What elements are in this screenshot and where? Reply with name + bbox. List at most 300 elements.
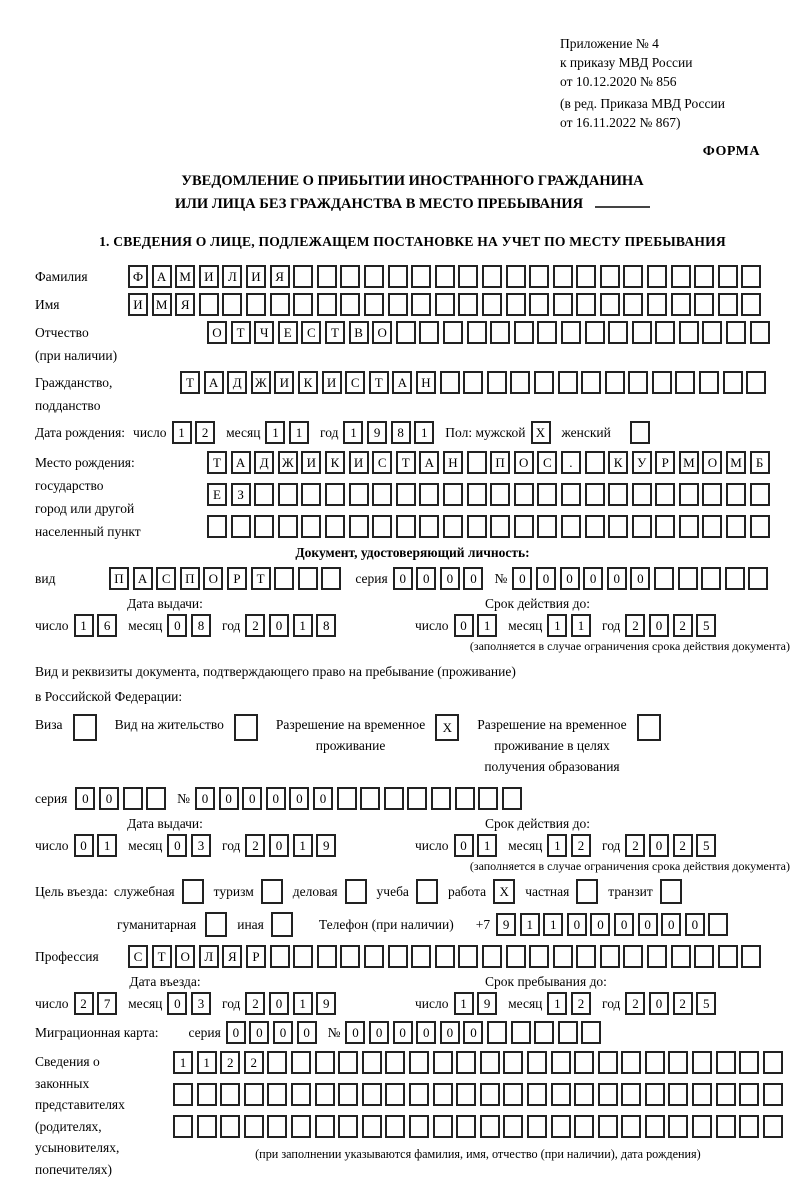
- char-box: [725, 567, 745, 590]
- char-box: 2: [245, 834, 265, 857]
- char-box: [487, 371, 507, 394]
- char-box: [632, 321, 652, 344]
- option-temp-residence-education: [477, 714, 660, 777]
- char-box: [480, 1051, 500, 1074]
- char-box: [534, 371, 554, 394]
- char-box: [632, 483, 652, 506]
- char-box: А: [152, 265, 172, 288]
- entry-dates-headers: [35, 973, 790, 991]
- birth-place-label-state: государство: [35, 474, 207, 497]
- birth-date-label: Дата рождения:: [35, 425, 125, 441]
- char-box: [372, 515, 392, 538]
- char-box: Т: [180, 371, 200, 394]
- char-box: [645, 1051, 665, 1074]
- char-box: [349, 483, 369, 506]
- char-box: Т: [207, 451, 227, 474]
- char-box: [763, 1083, 783, 1106]
- char-box: [692, 1115, 712, 1138]
- patronymic-label-note: (при наличии): [35, 344, 207, 367]
- char-box: [385, 1115, 405, 1138]
- representatives-label-2: законных: [35, 1073, 173, 1095]
- char-box: 5: [696, 992, 716, 1015]
- char-box: 0: [416, 1021, 436, 1044]
- char-box: 2: [625, 834, 645, 857]
- char-box: 2: [571, 834, 591, 857]
- char-box: [396, 321, 416, 344]
- char-box: [551, 1083, 571, 1106]
- char-box: [197, 1083, 217, 1106]
- char-box: 0: [630, 567, 650, 590]
- char-box: [321, 567, 341, 590]
- char-box: Я: [270, 265, 290, 288]
- char-box: [480, 1083, 500, 1106]
- option-temp-residence-education-label: [477, 714, 626, 777]
- char-box: 8: [191, 614, 211, 637]
- char-box: [411, 265, 431, 288]
- char-box: Ж: [251, 371, 271, 394]
- char-box: И: [246, 265, 266, 288]
- char-box: [702, 515, 722, 538]
- char-box: [608, 321, 628, 344]
- char-box: Т: [231, 321, 251, 344]
- char-box: 2: [195, 421, 215, 444]
- option-temp-residence-label: [276, 714, 425, 756]
- char-box: [655, 321, 675, 344]
- char-box: [668, 1115, 688, 1138]
- month-label: месяц: [508, 838, 542, 854]
- citizenship-boxes: [180, 371, 766, 394]
- option-education-label-3: получения образования: [477, 756, 626, 777]
- char-box: [702, 483, 722, 506]
- char-box: Ж: [278, 451, 298, 474]
- char-box: [435, 945, 455, 968]
- char-box: [537, 483, 557, 506]
- char-box: [671, 265, 691, 288]
- char-box: [748, 567, 768, 590]
- char-box: 0: [74, 834, 94, 857]
- char-box: 0: [167, 992, 187, 1015]
- title-line-2: [35, 193, 790, 216]
- char-box: [467, 321, 487, 344]
- permit-valid-day-boxes: [454, 834, 498, 857]
- name-boxes: [128, 293, 761, 316]
- char-box: [384, 787, 404, 810]
- field-row-birth-place: [35, 451, 790, 543]
- stay-until-header: Срок пребывания до:: [415, 973, 607, 991]
- char-box: 0: [269, 992, 289, 1015]
- char-box: [349, 515, 369, 538]
- char-box: 0: [463, 567, 483, 590]
- char-box: [647, 945, 667, 968]
- char-box: Е: [278, 321, 298, 344]
- char-box: К: [298, 371, 318, 394]
- char-box: 3: [191, 834, 211, 857]
- char-box: [396, 483, 416, 506]
- char-box: Л: [222, 265, 242, 288]
- char-box: Я: [175, 293, 195, 316]
- char-box: И: [322, 371, 342, 394]
- char-box: М: [679, 451, 699, 474]
- char-box: [527, 1083, 547, 1106]
- char-box: [716, 1115, 736, 1138]
- char-box: [723, 371, 743, 394]
- char-box: [514, 321, 534, 344]
- char-box: [270, 293, 290, 316]
- blank-underline: [595, 195, 650, 208]
- char-box: С: [345, 371, 365, 394]
- day-label: число: [415, 618, 449, 634]
- purpose-humanitarian-label: гуманитарная: [117, 917, 196, 933]
- char-box: [576, 293, 596, 316]
- char-box: 0: [661, 913, 681, 936]
- char-box: 0: [167, 834, 187, 857]
- permit-issue-date: [35, 834, 415, 857]
- birth-place-label: Место рождения:: [35, 451, 207, 474]
- char-box: М: [152, 293, 172, 316]
- char-box: [325, 515, 345, 538]
- char-box: [443, 515, 463, 538]
- char-box: С: [372, 451, 392, 474]
- char-box: [514, 483, 534, 506]
- char-box: А: [231, 451, 251, 474]
- char-box: [553, 293, 573, 316]
- char-box: [576, 879, 598, 904]
- header-line-1: Приложение № 4: [560, 34, 790, 53]
- residence-options-row: [35, 714, 790, 777]
- char-box: [647, 265, 667, 288]
- header-revision-line-2: от 16.11.2022 № 867): [560, 113, 790, 132]
- doc-series-boxes: [393, 567, 484, 590]
- char-box: 1: [547, 834, 567, 857]
- char-box: [199, 293, 219, 316]
- day-label: число: [415, 996, 449, 1012]
- char-box: [443, 321, 463, 344]
- char-box: [278, 483, 298, 506]
- char-box: [220, 1083, 240, 1106]
- sex-female-label: женский: [562, 425, 611, 441]
- char-box: Р: [246, 945, 266, 968]
- birth-place-row-2: [207, 483, 770, 506]
- char-box: [362, 1051, 382, 1074]
- char-box: 2: [244, 1051, 264, 1074]
- field-row-permit-series: [35, 787, 790, 810]
- form-label: ФОРМА: [35, 144, 790, 160]
- char-box: [718, 945, 738, 968]
- char-box: [409, 1115, 429, 1138]
- day-label: число: [35, 838, 69, 854]
- migration-card-label: Миграционная карта:: [35, 1025, 158, 1041]
- char-box: [671, 945, 691, 968]
- field-row-migration-card: [35, 1021, 790, 1044]
- char-box: [340, 945, 360, 968]
- representatives-label-1: Сведения о: [35, 1051, 173, 1073]
- char-box: 0: [393, 1021, 413, 1044]
- char-box: [671, 293, 691, 316]
- char-box: [585, 451, 605, 474]
- char-box: [291, 1051, 311, 1074]
- char-box: 5: [696, 614, 716, 637]
- header-reference-block: [560, 34, 790, 132]
- char-box: [585, 483, 605, 506]
- phone-label: Телефон (при наличии): [319, 917, 454, 933]
- char-box: [741, 265, 761, 288]
- char-box: Е: [207, 483, 227, 506]
- birth-place-rows: [207, 451, 770, 538]
- char-box: [419, 483, 439, 506]
- char-box: 0: [560, 567, 580, 590]
- char-box: 1: [293, 992, 313, 1015]
- char-box: [364, 265, 384, 288]
- char-box: [598, 1083, 618, 1106]
- profession-label: Профессия: [35, 949, 128, 965]
- char-box: 0: [369, 1021, 389, 1044]
- purpose-humanitarian-checkbox: [205, 912, 227, 937]
- number-label: №: [177, 791, 190, 807]
- char-box: С: [128, 945, 148, 968]
- char-box: 0: [99, 787, 119, 810]
- stay-until-year-boxes: [625, 992, 716, 1015]
- char-box: [574, 1115, 594, 1138]
- permit-valid-year-boxes: [625, 834, 716, 857]
- field-row-birth-date: [35, 421, 790, 444]
- char-box: И: [128, 293, 148, 316]
- representatives-label-6: попечителях): [35, 1159, 173, 1180]
- char-box: [576, 265, 596, 288]
- char-box: [621, 1051, 641, 1074]
- char-box: [123, 787, 143, 810]
- char-box: [716, 1083, 736, 1106]
- char-box: 0: [440, 1021, 460, 1044]
- char-box: И: [199, 265, 219, 288]
- representatives-row-3: [173, 1115, 783, 1138]
- char-box: [739, 1083, 759, 1106]
- option-temp-residence-label-2: проживание: [276, 735, 425, 756]
- char-box: [340, 293, 360, 316]
- char-box: [514, 515, 534, 538]
- sex-male-checkbox: [531, 421, 551, 444]
- year-label: год: [602, 996, 620, 1012]
- char-box: [456, 1115, 476, 1138]
- char-box: 0: [512, 567, 532, 590]
- char-box: [338, 1051, 358, 1074]
- char-box: [679, 483, 699, 506]
- identity-doc-heading: Документ, удостоверяющий личность:: [35, 545, 790, 561]
- char-box: [385, 1083, 405, 1106]
- char-box: [574, 1083, 594, 1106]
- identity-issue-date: [35, 614, 415, 637]
- citizenship-label: Гражданство,: [35, 371, 180, 394]
- name-label: Имя: [35, 297, 128, 313]
- char-box: [708, 913, 728, 936]
- option-temp-residence-label-1: Разрешение на временное: [276, 714, 425, 735]
- char-box: [561, 483, 581, 506]
- char-box: [511, 1021, 531, 1044]
- char-box: 1: [197, 1051, 217, 1074]
- char-box: 1: [173, 1051, 193, 1074]
- char-box: [623, 265, 643, 288]
- identity-issue-month-boxes: [167, 614, 211, 637]
- char-box: [632, 515, 652, 538]
- permit-number-boxes: [195, 787, 522, 810]
- birth-place-label-block: [35, 451, 207, 543]
- doc-number-boxes: [512, 567, 768, 590]
- char-box: X: [435, 714, 459, 741]
- char-box: [409, 1051, 429, 1074]
- phone-digit-boxes: [496, 913, 728, 936]
- char-box: [433, 1083, 453, 1106]
- option-education-label-1: Разрешение на временное: [477, 714, 626, 735]
- char-box: [205, 912, 227, 937]
- header-line-2: к приказу МВД России: [560, 53, 790, 72]
- identity-valid-year-boxes: [625, 614, 716, 637]
- char-box: 9: [367, 421, 387, 444]
- char-box: [467, 515, 487, 538]
- char-box: [440, 371, 460, 394]
- char-box: М: [726, 451, 746, 474]
- representatives-label-5: усыновителях,: [35, 1137, 173, 1159]
- char-box: [173, 1083, 193, 1106]
- char-box: И: [274, 371, 294, 394]
- char-box: [750, 321, 770, 344]
- char-box: [679, 321, 699, 344]
- char-box: [741, 293, 761, 316]
- char-box: [692, 1051, 712, 1074]
- representatives-note: (при заполнении указываются фамилия, имя, отчество (при наличии), дата рождения): [173, 1147, 783, 1162]
- number-label: №: [328, 1025, 341, 1041]
- char-box: Ч: [254, 321, 274, 344]
- char-box: И: [349, 451, 369, 474]
- residence-doc-intro: [35, 659, 790, 709]
- char-box: [482, 945, 502, 968]
- char-box: 0: [75, 787, 95, 810]
- char-box: [388, 945, 408, 968]
- char-box: 0: [273, 1021, 293, 1044]
- char-box: Я: [222, 945, 242, 968]
- char-box: И: [301, 451, 321, 474]
- char-box: [608, 483, 628, 506]
- char-box: [739, 1051, 759, 1074]
- char-box: .: [561, 451, 581, 474]
- char-box: [407, 787, 427, 810]
- char-box: [274, 567, 294, 590]
- char-box: [637, 714, 661, 741]
- char-box: [456, 1051, 476, 1074]
- char-box: [654, 567, 674, 590]
- char-box: 2: [245, 992, 265, 1015]
- representatives-row-2: [173, 1083, 783, 1106]
- char-box: О: [514, 451, 534, 474]
- option-temp-residence-checkbox: [435, 714, 459, 741]
- permit-issue-year-boxes: [245, 834, 336, 857]
- option-temp-residence: [276, 714, 459, 756]
- char-box: Н: [416, 371, 436, 394]
- char-box: [718, 293, 738, 316]
- series-label: серия: [188, 1025, 220, 1041]
- char-box: 0: [219, 787, 239, 810]
- char-box: [746, 371, 766, 394]
- char-box: [679, 515, 699, 538]
- purpose-transit-label: транзит: [608, 884, 653, 900]
- representatives-label-3: представителях: [35, 1094, 173, 1116]
- char-box: [726, 483, 746, 506]
- char-box: [487, 1021, 507, 1044]
- option-visa: [35, 714, 97, 741]
- char-box: 1: [543, 913, 563, 936]
- char-box: [701, 567, 721, 590]
- char-box: О: [372, 321, 392, 344]
- doc-type-boxes: [109, 567, 341, 590]
- char-box: [372, 483, 392, 506]
- char-box: [558, 371, 578, 394]
- char-box: 2: [673, 834, 693, 857]
- year-label: год: [222, 618, 240, 634]
- doc-type-label: вид: [35, 571, 109, 587]
- char-box: [222, 293, 242, 316]
- identity-valid-date: [415, 614, 716, 637]
- char-box: [490, 515, 510, 538]
- char-box: Б: [750, 451, 770, 474]
- char-box: [478, 787, 498, 810]
- migration-number-boxes: [345, 1021, 601, 1044]
- char-box: 0: [638, 913, 658, 936]
- char-box: [750, 483, 770, 506]
- char-box: [576, 945, 596, 968]
- char-box: [623, 945, 643, 968]
- char-box: 1: [414, 421, 434, 444]
- char-box: 1: [547, 614, 567, 637]
- representatives-rows: [173, 1051, 783, 1162]
- issue-date-header: Дата выдачи:: [35, 595, 415, 613]
- char-box: А: [392, 371, 412, 394]
- migration-series-boxes: [226, 1021, 317, 1044]
- char-box: 0: [242, 787, 262, 810]
- year-label: год: [222, 996, 240, 1012]
- char-box: [293, 293, 313, 316]
- char-box: К: [325, 451, 345, 474]
- char-box: 9: [496, 913, 516, 936]
- char-box: 0: [649, 614, 669, 637]
- char-box: [529, 945, 549, 968]
- purpose-work-label: работа: [448, 884, 486, 900]
- permit-valid-date: [415, 834, 716, 857]
- char-box: [396, 515, 416, 538]
- char-box: [726, 321, 746, 344]
- char-box: [463, 371, 483, 394]
- char-box: X: [493, 879, 515, 904]
- char-box: 2: [571, 992, 591, 1015]
- char-box: [490, 483, 510, 506]
- char-box: [692, 1083, 712, 1106]
- char-box: [467, 451, 487, 474]
- char-box: Р: [655, 451, 675, 474]
- char-box: 0: [269, 614, 289, 637]
- char-box: [411, 293, 431, 316]
- char-box: [458, 945, 478, 968]
- char-box: [763, 1115, 783, 1138]
- char-box: 2: [673, 992, 693, 1015]
- char-box: Н: [443, 451, 463, 474]
- char-box: 0: [269, 834, 289, 857]
- patronymic-label: Отчество: [35, 321, 207, 344]
- char-box: Т: [369, 371, 389, 394]
- year-label: год: [602, 618, 620, 634]
- char-box: [553, 945, 573, 968]
- representatives-label-block: [35, 1051, 173, 1180]
- char-box: [534, 1021, 554, 1044]
- char-box: О: [175, 945, 195, 968]
- char-box: [668, 1051, 688, 1074]
- char-box: [503, 1115, 523, 1138]
